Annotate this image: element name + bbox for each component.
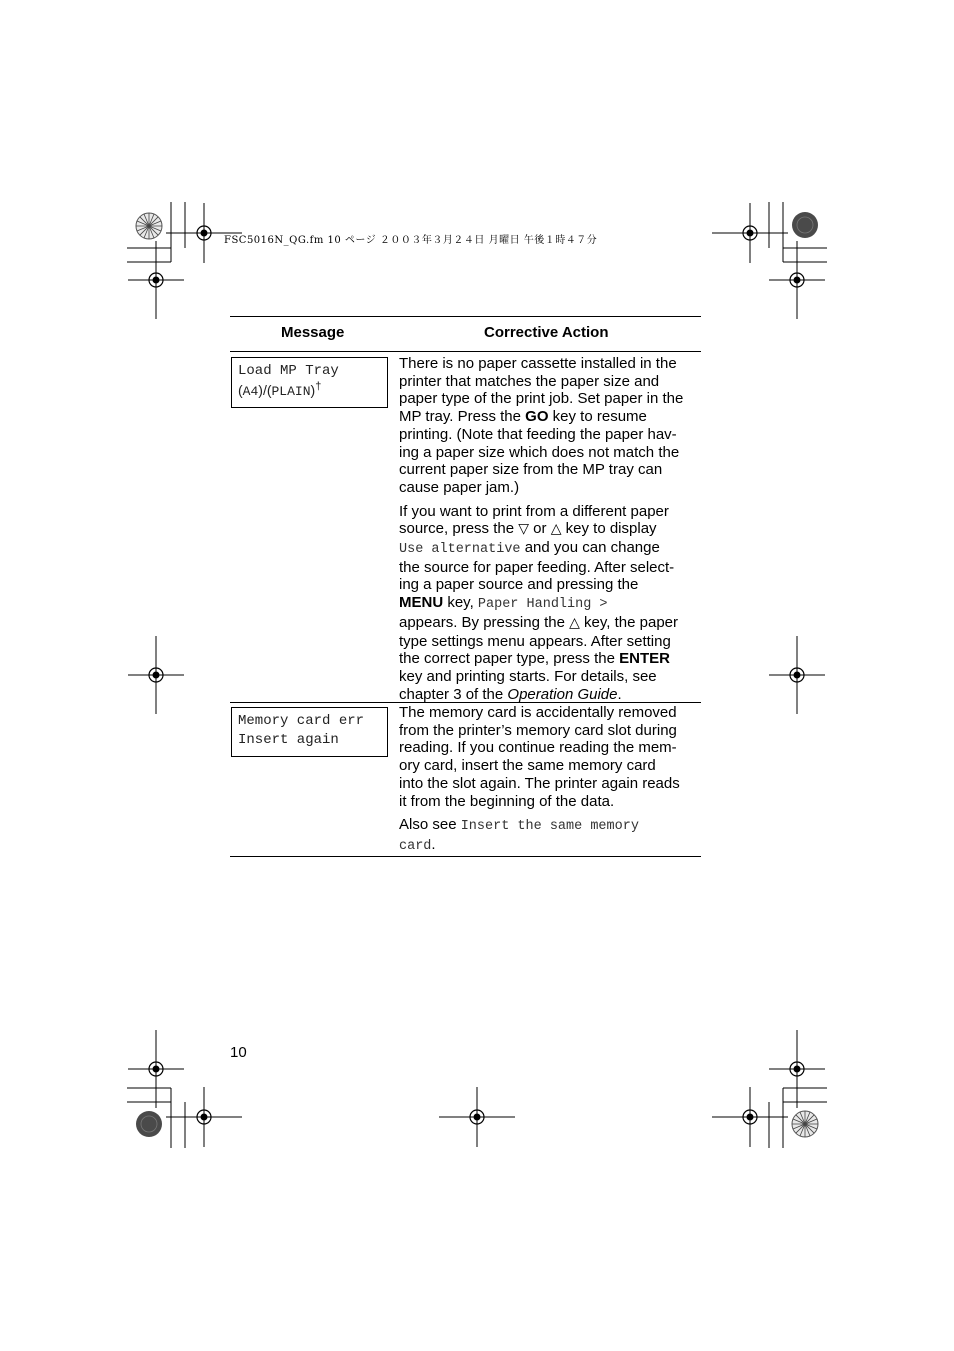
corrective-action-row2 (399, 704, 699, 856)
lcd-message-memory-card-err (231, 707, 388, 757)
go-key-label: GO (525, 408, 549, 426)
up-triangle-icon: △ (569, 614, 580, 631)
paragraph: There is no paper cassette installed in the printer that matches the paper size and paper type of the print job. Set paper in the MP tray. Press the GO key to resume printing. (Note that feeding the paper hav- ing a paper size which does not match the current paper size from the MP tray can cause paper jam.) (399, 355, 684, 496)
menu-key-label: MENU (399, 594, 444, 612)
lcd-line: (A4)/(PLAIN)† (238, 380, 322, 399)
table-header-rule (230, 351, 701, 352)
lcd-line: Load MP Tray (238, 363, 339, 379)
lcd-message-load-mp-tray (231, 357, 388, 408)
operation-guide-title: Operation Guide (507, 685, 618, 703)
column-header-message: Message (281, 324, 345, 341)
paragraph: The memory card is accidentally removed from the printer’s memory card slot during reading. If you continue reading the mem- ory card, insert the same memory card into the slot again. The printer again reads it from the beginning of the data. (399, 704, 680, 810)
paragraph: If you want to print from a different paper source, press the ▽ or △ key to display Use alternative and you can change the source for paper feeding. After select- ing a paper source and pressing the MENU key, Paper Handling > appears. By pressing the △ key, the paper type settings menu appears. After setting the correct paper type, press the ENTER key and printing starts. For details, see chapter 3 of the Operation Guide. (399, 502, 679, 703)
column-header-corrective-action: Corrective Action (484, 324, 609, 341)
table-bottom-rule (230, 856, 701, 857)
corrective-action-row1 (399, 355, 699, 703)
down-triangle-icon: ▽ (518, 521, 530, 538)
file-header: FSC5016N_QG.fm 10 ページ ２００３年３月２４日 月曜日 午後１時４７分 (224, 235, 598, 246)
enter-key-label: ENTER (619, 650, 670, 668)
table-top-rule (230, 316, 701, 317)
up-triangle-icon: △ (550, 521, 562, 538)
lcd-line: Memory card err (238, 713, 365, 729)
dagger-mark: † (315, 380, 322, 393)
lcd-line: Insert again (238, 732, 339, 748)
page-number: 10 (230, 1044, 247, 1061)
paragraph: Also see Insert the same memory card. (399, 816, 639, 854)
